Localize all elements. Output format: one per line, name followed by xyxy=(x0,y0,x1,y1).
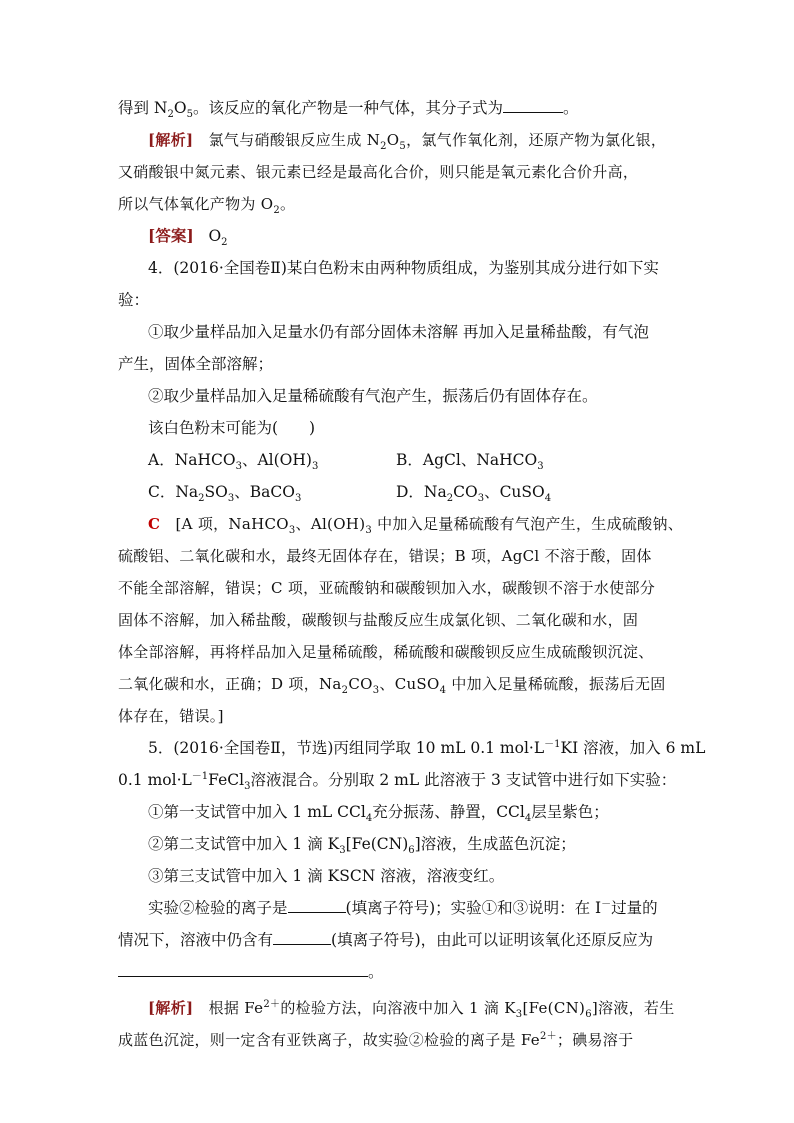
text: KI 溶液，加入 6 mL xyxy=(560,739,706,757)
q5-step-1 xyxy=(148,802,609,825)
text: 中加入足量稀硫酸有气泡产生，生成硫酸钠、 xyxy=(372,515,684,533)
text: 情况下，溶液中仍含有 xyxy=(118,931,274,949)
subscript: 2 xyxy=(273,205,281,216)
subscript: 3 xyxy=(311,461,319,473)
text: A．NaHCO xyxy=(148,451,236,469)
q4-step-1a: ①取少量样品加入足量水仍有部分固体未溶解 再加入足量稀盐酸，有气泡 xyxy=(148,323,649,341)
option-b xyxy=(396,450,544,473)
text: 、CuSO xyxy=(379,675,440,693)
text: 中加入足量稀硫酸，振荡后无固 xyxy=(446,675,666,693)
q4-explain-line-3: 不能全部溶解，错误；C 项，亚硫酸钠和碳酸钡加入水，碳酸钡不溶于水使部分 xyxy=(118,579,656,597)
jiexi-tag: [解析] xyxy=(148,999,194,1017)
subscript: 3 xyxy=(339,845,346,857)
superscript: －1 xyxy=(191,770,209,782)
answer-blank xyxy=(288,898,346,913)
q5-step-2 xyxy=(148,834,576,857)
superscript: －1 xyxy=(544,738,561,750)
answer-letter: C xyxy=(148,515,161,533)
answer-blank xyxy=(118,962,368,977)
text: ②第二支试管中加入 1 滴 K xyxy=(148,835,340,853)
subscript: 3 xyxy=(477,493,485,505)
q4-question: 该白色粉末可能为( ) xyxy=(148,419,316,437)
q3-jiexi-line-1 xyxy=(148,130,666,150)
subscript: 2 xyxy=(446,493,454,505)
text: FeCl xyxy=(208,771,245,789)
text: 0.1 mol·L xyxy=(118,771,192,789)
subscript: 6 xyxy=(585,1009,592,1020)
text: O xyxy=(386,131,400,149)
q4-step-1b: 产生，固体全部溶解； xyxy=(118,355,274,373)
text: [Fe(CN) xyxy=(522,999,586,1017)
text: ]溶液，若生 xyxy=(591,999,675,1017)
subscript: 6 xyxy=(408,845,415,857)
text: ①第一支试管中加入 1 mL CCl xyxy=(148,803,366,821)
q3-jiexi-line-3 xyxy=(118,194,295,214)
q3-line-1 xyxy=(118,98,579,121)
subscript: 5 xyxy=(186,109,193,121)
text: SO xyxy=(204,483,228,501)
text: C．Na xyxy=(148,483,199,501)
superscript: － xyxy=(601,898,612,910)
subscript: 4 xyxy=(544,493,552,505)
q5-ask-3 xyxy=(118,962,384,982)
text: ；碘易溶于 xyxy=(556,1031,634,1049)
text: O xyxy=(173,99,187,117)
answer-text: O xyxy=(208,227,222,245)
subscript: 3 xyxy=(372,685,380,696)
text: 。 xyxy=(280,195,296,213)
text: 。 xyxy=(562,99,579,117)
q5-ask-1 xyxy=(148,898,658,918)
text: 成蓝色沉淀，则一定含有亚铁离子，故实验②检验的离子是 Fe xyxy=(118,1031,540,1049)
subscript: 3 xyxy=(235,461,242,473)
text: 根据 Fe xyxy=(208,999,264,1017)
text: 、Al(OH) xyxy=(295,515,366,533)
answer-blank xyxy=(503,98,563,113)
text: B．AgCl、NaHCO xyxy=(396,451,538,469)
q5-step-3: ③第三支试管中加入 1 滴 KSCN 溶液，溶液变红。 xyxy=(148,867,505,885)
q3-answer-line xyxy=(148,226,228,249)
text: 溶液混合。分别取 2 mL 此溶液于 3 支试管中进行如下实验： xyxy=(250,771,677,789)
text: 得到 N xyxy=(118,99,168,117)
jiexi-tag: [解析] xyxy=(148,131,194,149)
q4-options-row-2 xyxy=(148,482,708,505)
q4-explain-line-1 xyxy=(148,514,683,534)
q4-options-row-1 xyxy=(148,450,708,473)
subscript: 3 xyxy=(244,781,251,793)
text: [Fe(CN) xyxy=(345,835,409,853)
text: ，氯气作氧化剂，还原产物为氯化银， xyxy=(406,131,667,149)
subscript: 3 xyxy=(537,461,544,473)
text: (填离子符号)；实验①和③说明：在 I xyxy=(345,899,602,917)
subscript: 4 xyxy=(524,813,532,825)
q4-step-2: ②取少量样品加入足量稀硫酸有气泡产生，振荡后仍有固体存在。 xyxy=(148,387,598,405)
text: 层呈紫色； xyxy=(531,803,609,821)
subscript: 3 xyxy=(294,493,302,505)
text: 二氧化碳和水，正确；D 项，Na xyxy=(118,675,342,693)
q4-stem-2: 验： xyxy=(118,291,150,309)
daan-tag: [答案] xyxy=(148,226,194,245)
subscript: 4 xyxy=(439,685,447,696)
q4-stem-1: 4．(2016·全国卷Ⅱ)某白色粉末由两种物质组成，为鉴别其成分进行如下实 xyxy=(148,259,659,277)
q4-explain-line-7: 体存在，错误。] xyxy=(118,707,224,725)
subscript: 3 xyxy=(515,1009,523,1020)
q5-stem-2 xyxy=(118,770,677,793)
text: 、BaCO xyxy=(234,483,295,501)
text: (填离子符号)，由此可以证明该氧化还原反应为 xyxy=(331,931,654,949)
option-d xyxy=(396,482,552,505)
text: 。该反应的氧化产物是一种气体，其分子式为 xyxy=(192,99,503,117)
subscript: 3 xyxy=(365,525,373,536)
q5-jiexi-line-2 xyxy=(118,1030,633,1050)
subscript: 2 xyxy=(167,109,174,121)
text: D．Na xyxy=(396,483,447,501)
q5-ask-2 xyxy=(118,930,653,950)
q5-jiexi-line-1 xyxy=(148,998,675,1018)
text: CO xyxy=(348,675,373,693)
subscript: 2 xyxy=(380,141,387,152)
text: 过量的 xyxy=(611,899,658,917)
text: 氯气与硝酸银反应生成 N xyxy=(208,131,381,149)
text: 充分振荡、静置，CCl xyxy=(372,803,525,821)
text: CO xyxy=(453,483,478,501)
subscript: 3 xyxy=(227,493,235,505)
text: ]溶液，生成蓝色沉淀； xyxy=(414,835,576,853)
q5-stem-1 xyxy=(148,738,705,758)
text: 、Al(OH) xyxy=(241,451,312,469)
q4-explain-line-6 xyxy=(118,674,666,694)
subscript: 3 xyxy=(288,525,296,536)
subscript: 2 xyxy=(198,493,205,505)
text: 所以气体氧化产物为 O xyxy=(118,195,274,213)
subscript: 2 xyxy=(221,237,228,249)
answer-blank xyxy=(273,930,331,945)
option-c xyxy=(148,483,302,505)
q4-explain-line-4: 固体不溶解，加入稀盐酸，碳酸钡与盐酸反应生成氯化钡、二氧化碳和水，固 xyxy=(118,611,639,629)
text: 5．(2016·全国卷Ⅱ，节选)丙组同学取 10 mL 0.1 mol·L xyxy=(148,739,545,757)
subscript: 4 xyxy=(365,813,373,825)
q3-jiexi-line-2: 又硝酸银中氮元素、银元素已经是最高化合价，则只能是氧元素化合价升高， xyxy=(118,163,639,181)
q4-explain-line-2: 硫酸铝、二氧化碳和水，最终无固体存在，错误；B 项，AgCl 不溶于酸，固体 xyxy=(118,547,652,565)
superscript: 2＋ xyxy=(263,999,281,1010)
subscript: 5 xyxy=(399,141,407,152)
text: 实验②检验的离子是 xyxy=(148,899,288,917)
text: [A 项，NaHCO xyxy=(175,515,289,533)
text: 。 xyxy=(368,963,384,981)
q4-explain-line-5: 体全部溶解，再将样品加入足量稀硫酸，稀硫酸和碳酸钡反应生成硫酸钡沉淀、 xyxy=(118,643,654,661)
option-a xyxy=(148,451,319,473)
superscript: 2＋ xyxy=(539,1031,557,1042)
text: 、CuSO xyxy=(484,483,545,501)
text: 的检验方法，向溶液中加入 1 滴 K xyxy=(280,999,516,1017)
subscript: 2 xyxy=(341,685,349,696)
